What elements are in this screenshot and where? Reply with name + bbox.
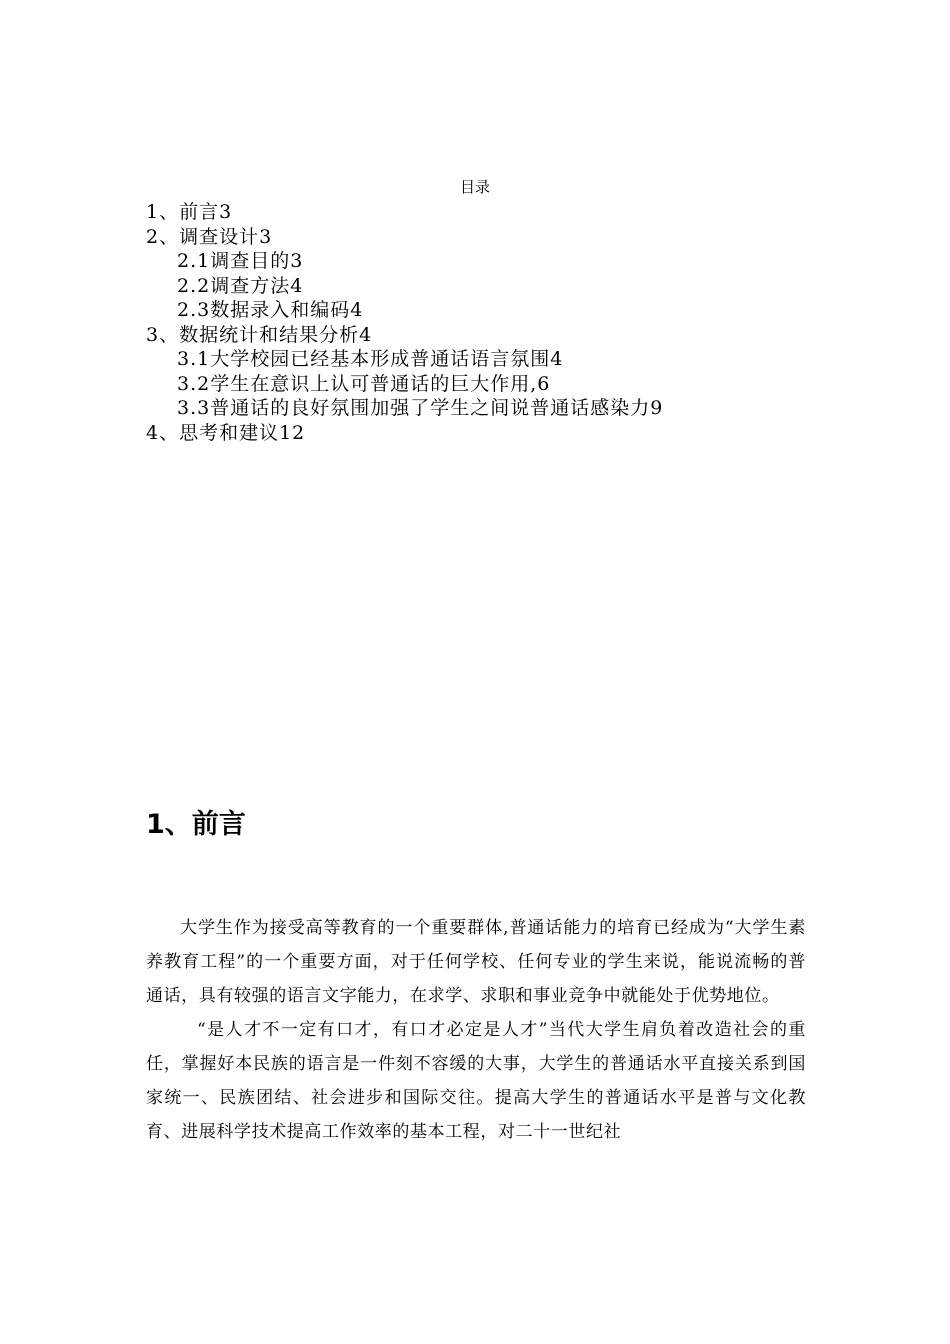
section-heading: 1、前言 (146, 809, 246, 840)
toc-entry-campus-atmosphere[interactable]: 3.1大学校园已经基本形成普通话语言氛围4 (177, 348, 564, 370)
toc-title: 目录 (459, 178, 490, 196)
toc-entry-survey-design[interactable]: 2、调查设计3 (146, 225, 273, 248)
toc-entry-survey-purpose[interactable]: 2.1调查目的3 (177, 250, 304, 272)
section-body (146, 911, 806, 1149)
paragraph: “是人才不一定有口才，有口才必定是人才”当代大学生肩负着改造社会的重任，掌握好本民族的语言是一件刻不容缓的大事，大学生的普通话水平直接关系到国家统一、民族团结、社会进步和国际交往。提高大学生的普通话水平是普与文化教育、进展科学技术提高工作效率的基本工程，对二十一世纪社 (146, 1020, 806, 1142)
table-of-contents (146, 200, 846, 445)
toc-entry-student-recognition[interactable]: 3.2学生在意识上认可普通话的巨大作用,6 (177, 372, 551, 395)
toc-entry-preface[interactable]: 1、前言3 (146, 201, 233, 223)
toc-entry-survey-method[interactable]: 2.2调查方法4 (177, 274, 304, 297)
toc-entry-statistics-analysis[interactable]: 3、数据统计和结果分析4 (146, 323, 373, 346)
toc-entry-thoughts-suggestions[interactable]: 4、思考和建议12 (146, 421, 306, 444)
paragraph: 大学生作为接受高等教育的一个重要群体,普通话能力的培育已经成为“大学生素养教育工程”的一个重要方面，对于任何学校、任何专业的学生来说，能说流畅的普通话，具有较强的语言文字能力，在求学、求职和事业竞争中就能处于优势地位。 (146, 918, 806, 1006)
toc-entry-data-entry-coding[interactable]: 2.3数据录入和编码4 (177, 299, 364, 321)
toc-entry-atmosphere-influence[interactable]: 3.3普通话的良好氛围加强了学生之间说普通话感染力9 (177, 397, 664, 419)
